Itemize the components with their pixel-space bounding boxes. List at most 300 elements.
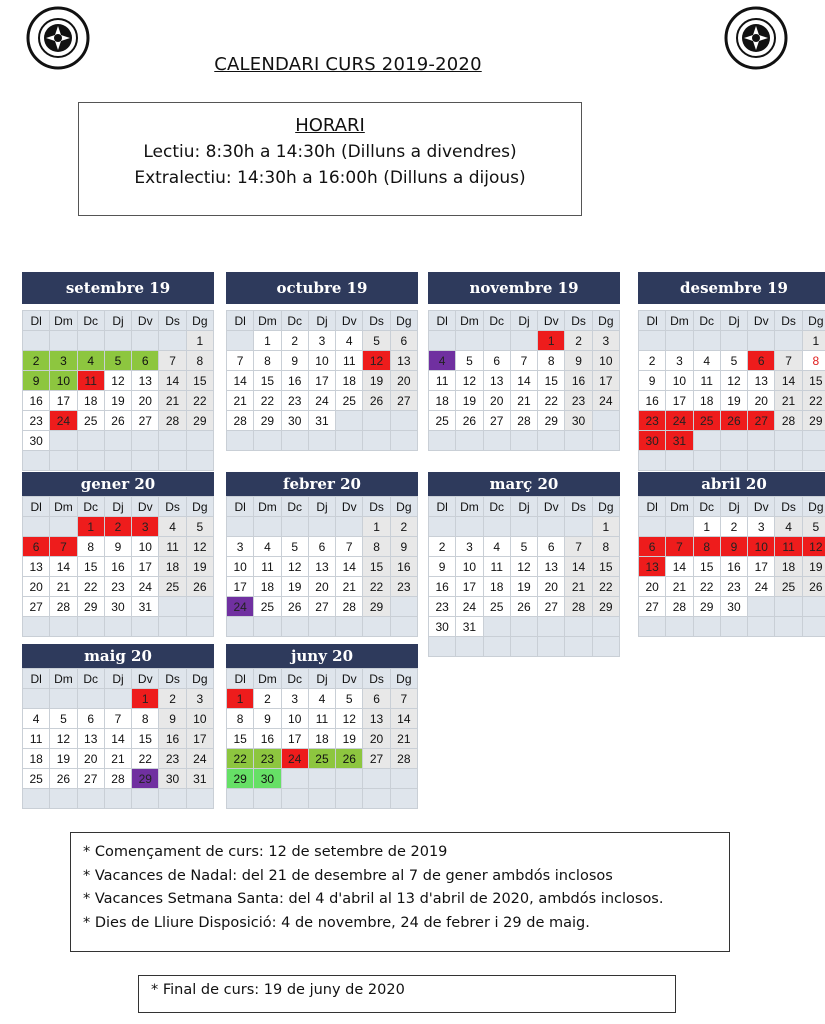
day-cell: 27 [538,597,565,617]
day-cell: 23 [23,411,50,431]
day-cell: 26 [281,597,308,617]
weekday-header: Ds [159,669,186,689]
empty-cell [104,431,131,451]
empty-cell [510,517,537,537]
day-cell: 16 [104,557,131,577]
empty-cell [565,637,592,657]
day-cell: 15 [592,557,619,577]
day-cell: 9 [390,537,417,557]
day-cell: 28 [336,597,363,617]
day-cell: 23 [639,411,666,431]
empty-cell [159,451,186,471]
day-cell: 10 [748,537,775,557]
empty-cell [50,789,77,809]
empty-cell [390,769,417,789]
empty-cell [23,617,50,637]
empty-cell [186,617,213,637]
empty-cell [390,431,417,451]
empty-cell [538,637,565,657]
weekday-header: Dl [639,311,666,331]
day-cell: 30 [429,617,456,637]
empty-cell [159,431,186,451]
day-cell: 28 [50,597,77,617]
day-cell: 30 [720,597,747,617]
day-cell: 2 [390,517,417,537]
day-cell: 14 [159,371,186,391]
day-cell: 26 [510,597,537,617]
empty-cell [281,789,308,809]
empty-cell [77,331,104,351]
day-cell: 6 [639,537,666,557]
day-cell: 25 [308,749,335,769]
day-cell: 26 [104,411,131,431]
empty-cell [336,617,363,637]
day-cell: 21 [336,577,363,597]
empty-cell [363,617,390,637]
month-title: novembre 19 [428,272,620,304]
empty-cell [775,431,802,451]
day-cell: 30 [254,769,281,789]
empty-cell [254,517,281,537]
day-cell: 20 [363,729,390,749]
weekday-header: Ds [159,497,186,517]
weekday-header: Dj [308,497,335,517]
empty-cell [23,331,50,351]
day-cell: 27 [483,411,510,431]
day-cell: 19 [456,391,483,411]
empty-cell [693,431,720,451]
empty-cell [159,597,186,617]
empty-cell [186,451,213,471]
day-cell: 2 [565,331,592,351]
day-cell: 13 [308,557,335,577]
day-cell: 16 [429,577,456,597]
empty-cell [186,789,213,809]
day-cell: 1 [227,689,254,709]
day-cell: 14 [510,371,537,391]
empty-cell [802,617,825,637]
weekday-header: Ds [565,497,592,517]
day-cell: 16 [254,729,281,749]
day-cell: 26 [802,577,825,597]
day-cell: 27 [132,411,159,431]
day-cell: 30 [565,411,592,431]
day-cell: 26 [456,411,483,431]
day-cell: 19 [50,749,77,769]
day-cell: 3 [456,537,483,557]
weekday-header: Dc [483,311,510,331]
day-cell: 29 [186,411,213,431]
month-calendar [226,472,418,637]
day-cell: 6 [483,351,510,371]
day-cell: 5 [281,537,308,557]
day-cell: 13 [390,351,417,371]
weekday-header: Dm [254,669,281,689]
weekday-header: Dg [390,669,417,689]
day-cell: 1 [363,517,390,537]
day-cell: 26 [720,411,747,431]
weekday-header: Dg [592,311,619,331]
weekday-header: Dj [510,497,537,517]
day-cell: 15 [227,729,254,749]
weekday-header: Dg [186,669,213,689]
notes-box [70,832,730,952]
day-cell: 26 [50,769,77,789]
day-cell: 2 [429,537,456,557]
day-cell: 21 [565,577,592,597]
weekday-header: Dl [639,497,666,517]
day-cell: 1 [77,517,104,537]
weekday-header: Dj [510,311,537,331]
weekday-header: Dv [748,497,775,517]
day-cell: 4 [308,689,335,709]
day-cell: 21 [775,391,802,411]
weekday-header: Dc [77,497,104,517]
note-line: * Vacances de Nadal: del 21 de desembre al 7 de gener ambdós inclosos [83,867,613,884]
weekday-header: Dm [50,311,77,331]
empty-cell [77,789,104,809]
month-title: març 20 [428,472,620,496]
month-grid [226,310,418,451]
weekday-header: Dv [132,311,159,331]
day-cell: 12 [281,557,308,577]
day-cell: 19 [104,391,131,411]
empty-cell [666,451,693,471]
day-cell: 7 [336,537,363,557]
day-cell: 20 [77,749,104,769]
day-cell: 14 [666,557,693,577]
day-cell: 4 [336,331,363,351]
weekday-header: Dm [254,497,281,517]
day-cell: 29 [363,597,390,617]
day-cell: 11 [775,537,802,557]
weekday-header: Dm [50,669,77,689]
final-note-box [138,975,676,1013]
weekday-header: Dl [227,497,254,517]
weekday-header: Dv [748,311,775,331]
day-cell: 5 [50,709,77,729]
day-cell: 19 [336,729,363,749]
weekday-header: Dl [227,669,254,689]
weekday-header: Ds [363,311,390,331]
empty-cell [639,331,666,351]
month-title: maig 20 [22,644,214,668]
day-cell: 17 [592,371,619,391]
day-cell: 8 [363,537,390,557]
day-cell: 22 [132,749,159,769]
day-cell: 2 [254,689,281,709]
day-cell: 7 [50,537,77,557]
day-cell: 21 [666,577,693,597]
day-cell: 14 [104,729,131,749]
day-cell: 28 [666,597,693,617]
weekday-header: Dg [802,311,825,331]
empty-cell [775,331,802,351]
day-cell: 20 [538,577,565,597]
day-cell: 31 [186,769,213,789]
empty-cell [23,689,50,709]
day-cell: 28 [565,597,592,617]
day-cell: 11 [693,371,720,391]
empty-cell [592,431,619,451]
day-cell: 8 [592,537,619,557]
day-cell: 17 [308,371,335,391]
weekday-header: Dj [720,311,747,331]
day-cell: 18 [336,371,363,391]
day-cell: 13 [23,557,50,577]
day-cell: 12 [50,729,77,749]
weekday-header: Dg [186,497,213,517]
day-cell: 20 [390,371,417,391]
empty-cell [23,789,50,809]
empty-cell [592,637,619,657]
day-cell: 17 [281,729,308,749]
day-cell: 7 [510,351,537,371]
day-cell: 29 [693,597,720,617]
day-cell: 9 [159,709,186,729]
day-cell: 29 [254,411,281,431]
day-cell: 16 [281,371,308,391]
day-cell: 4 [775,517,802,537]
day-cell: 11 [77,371,104,391]
month-calendar [226,644,418,809]
day-cell: 12 [510,557,537,577]
empty-cell [50,451,77,471]
day-cell: 22 [592,577,619,597]
month-grid [22,668,214,809]
empty-cell [104,331,131,351]
empty-cell [104,789,131,809]
month-calendar [22,472,214,637]
day-cell: 28 [510,411,537,431]
empty-cell [308,789,335,809]
empty-cell [483,517,510,537]
weekday-header: Dj [720,497,747,517]
empty-cell [666,331,693,351]
day-cell: 22 [227,749,254,769]
empty-cell [483,431,510,451]
day-cell: 17 [227,577,254,597]
month-calendar [226,272,418,451]
empty-cell [336,789,363,809]
day-cell: 16 [390,557,417,577]
day-cell: 15 [77,557,104,577]
empty-cell [254,431,281,451]
empty-cell [565,431,592,451]
day-cell: 3 [132,517,159,537]
weekday-header: Dc [77,311,104,331]
month-calendar [428,272,620,451]
empty-cell [227,431,254,451]
empty-cell [565,517,592,537]
day-cell: 7 [227,351,254,371]
day-cell: 25 [483,597,510,617]
empty-cell [693,451,720,471]
weekday-header: Dl [23,669,50,689]
day-cell: 15 [254,371,281,391]
day-cell: 14 [390,709,417,729]
day-cell: 2 [720,517,747,537]
day-cell: 8 [227,709,254,729]
empty-cell [748,451,775,471]
schedule-box [78,102,582,216]
day-cell: 9 [281,351,308,371]
day-cell: 7 [775,351,802,371]
weekday-header: Dm [666,311,693,331]
weekday-header: Dm [666,497,693,517]
day-cell: 31 [308,411,335,431]
empty-cell [132,451,159,471]
day-cell: 15 [186,371,213,391]
day-cell: 27 [363,749,390,769]
day-cell: 13 [77,729,104,749]
day-cell: 13 [538,557,565,577]
weekday-header: Dj [308,669,335,689]
day-cell: 1 [538,331,565,351]
weekday-header: Dg [592,497,619,517]
day-cell: 10 [227,557,254,577]
day-cell: 13 [639,557,666,577]
day-cell: 28 [227,411,254,431]
empty-cell [693,617,720,637]
day-cell: 24 [748,577,775,597]
day-cell: 17 [456,577,483,597]
weekday-header: Dv [538,311,565,331]
empty-cell [281,769,308,789]
weekday-header: Ds [363,669,390,689]
day-cell: 18 [693,391,720,411]
day-cell: 31 [666,431,693,451]
page-title: CALENDARI CURS 2019-2020 [214,54,482,75]
empty-cell [227,617,254,637]
weekday-header: Dv [132,669,159,689]
day-cell: 24 [132,577,159,597]
day-cell: 2 [281,331,308,351]
empty-cell [639,617,666,637]
day-cell: 18 [308,729,335,749]
weekday-header: Dm [456,497,483,517]
day-cell: 17 [132,557,159,577]
empty-cell [592,617,619,637]
empty-cell [363,769,390,789]
empty-cell [77,617,104,637]
empty-cell [104,451,131,471]
day-cell: 22 [254,391,281,411]
empty-cell [159,789,186,809]
day-cell: 29 [592,597,619,617]
weekday-header: Dc [693,311,720,331]
empty-cell [390,789,417,809]
month-grid [428,310,620,451]
day-cell: 18 [775,557,802,577]
empty-cell [390,597,417,617]
empty-cell [720,451,747,471]
day-cell: 9 [254,709,281,729]
day-cell: 11 [159,537,186,557]
day-cell: 14 [336,557,363,577]
day-cell: 26 [186,577,213,597]
weekday-header: Dl [429,497,456,517]
day-cell: 11 [483,557,510,577]
empty-cell [429,637,456,657]
day-cell: 23 [281,391,308,411]
weekday-header: Dc [281,311,308,331]
empty-cell [510,331,537,351]
day-cell: 2 [639,351,666,371]
empty-cell [77,689,104,709]
day-cell: 13 [748,371,775,391]
weekday-header: Dl [227,311,254,331]
day-cell: 7 [390,689,417,709]
day-cell: 20 [23,577,50,597]
day-cell: 28 [390,749,417,769]
day-cell: 16 [565,371,592,391]
day-cell: 23 [254,749,281,769]
day-cell: 12 [802,537,825,557]
day-cell: 21 [159,391,186,411]
empty-cell [429,431,456,451]
school-logo-right [724,6,788,70]
day-cell: 3 [227,537,254,557]
day-cell: 24 [308,391,335,411]
day-cell: 11 [308,709,335,729]
day-cell: 9 [720,537,747,557]
day-cell: 10 [308,351,335,371]
day-cell: 6 [538,537,565,557]
empty-cell [456,431,483,451]
day-cell: 17 [748,557,775,577]
day-cell: 13 [363,709,390,729]
empty-cell [666,517,693,537]
empty-cell [281,431,308,451]
day-cell: 16 [23,391,50,411]
empty-cell [77,431,104,451]
empty-cell [720,431,747,451]
day-cell: 6 [748,351,775,371]
empty-cell [336,411,363,431]
empty-cell [132,331,159,351]
weekday-header: Dg [802,497,825,517]
day-cell: 30 [281,411,308,431]
weekday-header: Dv [132,497,159,517]
month-calendar [428,472,620,657]
day-cell: 6 [77,709,104,729]
day-cell: 26 [336,749,363,769]
day-cell: 16 [639,391,666,411]
day-cell: 6 [363,689,390,709]
day-cell: 3 [748,517,775,537]
month-calendar [638,472,825,637]
day-cell: 11 [254,557,281,577]
empty-cell [132,617,159,637]
day-cell: 10 [50,371,77,391]
empty-cell [538,617,565,637]
weekday-header: Dj [104,497,131,517]
empty-cell [104,617,131,637]
month-grid [638,496,825,637]
day-cell: 21 [510,391,537,411]
day-cell: 1 [802,331,825,351]
day-cell: 30 [104,597,131,617]
day-cell: 25 [23,769,50,789]
day-cell: 22 [363,577,390,597]
day-cell: 18 [429,391,456,411]
day-cell: 18 [159,557,186,577]
weekday-header: Dv [336,311,363,331]
day-cell: 23 [720,577,747,597]
day-cell: 22 [693,577,720,597]
day-cell: 14 [775,371,802,391]
